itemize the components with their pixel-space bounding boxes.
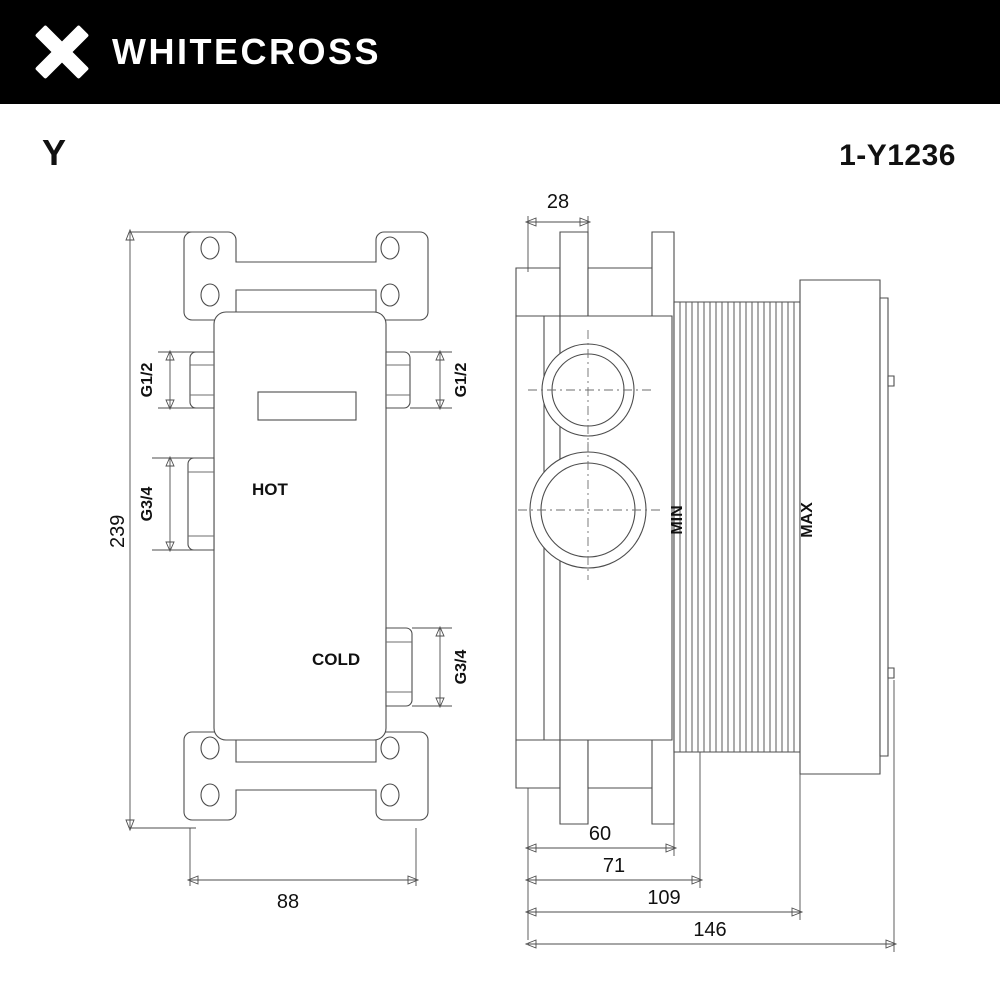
front-dim-g12-right: G1/2 xyxy=(453,362,470,398)
front-label-cold: COLD xyxy=(312,650,361,669)
front-dim-88: 88 xyxy=(276,891,300,913)
product-code: 1-Y1236 xyxy=(839,139,956,172)
front-dim-g34-right: G3/4 xyxy=(453,649,470,685)
front-label-hot: HOT xyxy=(252,480,288,499)
front-dim-239: 239 xyxy=(107,514,129,548)
brand-name: WHITECROSS xyxy=(112,31,382,72)
side-label-min: MIN xyxy=(669,505,686,535)
front-dim-g12-left: G1/2 xyxy=(139,362,156,398)
side-view xyxy=(516,191,896,952)
side-dim-28: 28 xyxy=(546,191,570,213)
x-cross-logo-icon xyxy=(34,24,90,80)
side-dim-60: 60 xyxy=(588,823,612,845)
front-view xyxy=(107,230,470,913)
technical-drawing xyxy=(0,180,1000,1000)
brand-header xyxy=(0,0,1000,104)
front-dim-g34-left: G3/4 xyxy=(139,486,156,522)
side-label-max: MAX xyxy=(799,502,816,538)
side-dim-109: 109 xyxy=(647,887,681,909)
side-dim-146: 146 xyxy=(693,919,727,941)
series-label: Y xyxy=(42,132,67,173)
side-dim-71: 71 xyxy=(602,855,626,877)
